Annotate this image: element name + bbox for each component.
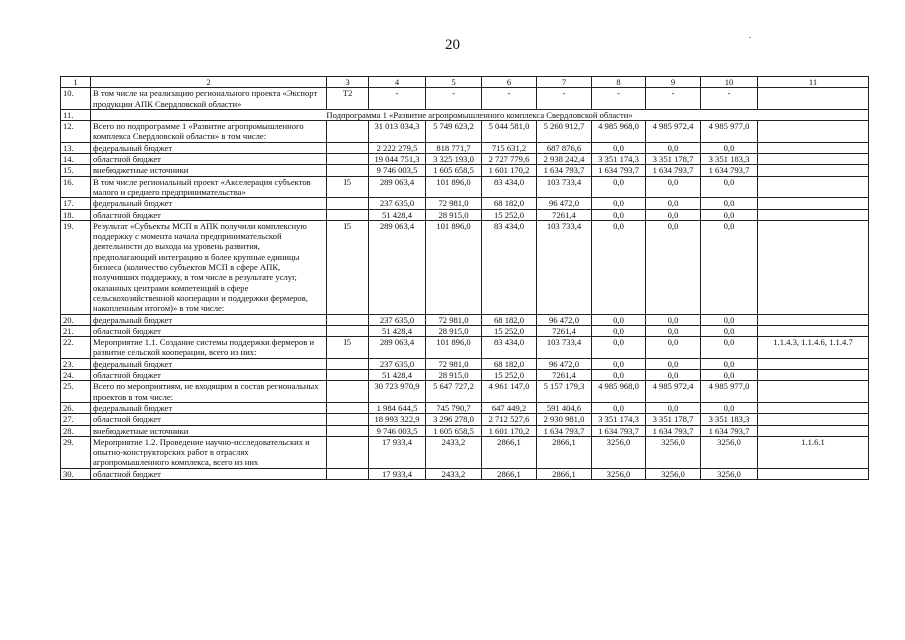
row-number-cell: 14. <box>61 154 91 165</box>
header-cell: 5 <box>426 77 482 88</box>
value-cell: 3 351 183,3 <box>701 154 758 165</box>
value-cell: 5 749 623,2 <box>426 121 482 143</box>
value-cell: 0,0 <box>592 209 646 220</box>
value-cell: 2866,1 <box>482 436 537 468</box>
code-cell: Т2 <box>327 88 369 110</box>
table-row <box>61 88 869 110</box>
value-cell: 1 605 658,5 <box>426 165 482 176</box>
target-ref-cell <box>758 220 869 314</box>
code-cell <box>327 165 369 176</box>
value-cell: 101 896,0 <box>426 176 482 198</box>
value-cell: 1 984 644,5 <box>369 402 426 413</box>
value-cell: 30 723 970,9 <box>369 381 426 403</box>
value-cell: 4 985 972,4 <box>646 121 701 143</box>
item-name-cell: В том числе региональный проект «Акселерация субъектов малого и среднего предпринимательства» <box>91 176 327 198</box>
value-cell: 0,0 <box>646 176 701 198</box>
table-row <box>61 198 869 209</box>
value-cell: 101 896,0 <box>426 337 482 359</box>
value-cell: 96 472,0 <box>537 358 592 369</box>
row-number-cell: 17. <box>61 198 91 209</box>
code-cell <box>327 370 369 381</box>
value-cell: 28 915,0 <box>426 325 482 336</box>
target-ref-cell <box>758 358 869 369</box>
row-number-cell: 16. <box>61 176 91 198</box>
value-cell: 3 296 278,0 <box>426 414 482 425</box>
value-cell: - <box>537 88 592 110</box>
table-row <box>61 337 869 359</box>
value-cell: 0,0 <box>646 142 701 153</box>
value-cell: 1 601 170,2 <box>482 165 537 176</box>
value-cell: 83 434,0 <box>482 176 537 198</box>
row-number-cell: 20. <box>61 314 91 325</box>
row-number-cell: 19. <box>61 220 91 314</box>
value-cell: 2866,1 <box>537 468 592 479</box>
header-cell: 11 <box>758 77 869 88</box>
target-ref-cell <box>758 165 869 176</box>
value-cell: 51 428,4 <box>369 325 426 336</box>
item-name-cell: областной бюджет <box>91 468 327 479</box>
value-cell: 0,0 <box>592 325 646 336</box>
value-cell: - <box>592 88 646 110</box>
item-name-cell: В том числе на реализацию регионального проекта «Экспорт продукции АПК Свердловской области» <box>91 88 327 110</box>
value-cell: 4 961 147,0 <box>482 381 537 403</box>
subprogram-title-cell: Подпрограмма 1 «Развитие агропромышленного комплекса Свердловской области» <box>91 109 869 120</box>
value-cell: 15 252,0 <box>482 325 537 336</box>
value-cell: 0,0 <box>701 198 758 209</box>
value-cell: 1 601 170,2 <box>482 425 537 436</box>
header-cell: 6 <box>482 77 537 88</box>
value-cell: 2 938 242,4 <box>537 154 592 165</box>
value-cell: 3256,0 <box>701 468 758 479</box>
value-cell: 19 044 751,3 <box>369 154 426 165</box>
header-cell: 2 <box>91 77 327 88</box>
value-cell: 1 634 793,7 <box>646 425 701 436</box>
value-cell: 0,0 <box>646 325 701 336</box>
value-cell: 0,0 <box>592 402 646 413</box>
code-cell <box>327 121 369 143</box>
code-cell: I5 <box>327 220 369 314</box>
table-row <box>61 176 869 198</box>
budget-table <box>60 76 869 480</box>
table-row <box>61 425 869 436</box>
value-cell: 2 712 527,6 <box>482 414 537 425</box>
value-cell: 1 605 658,5 <box>426 425 482 436</box>
table-row <box>61 154 869 165</box>
header-cell: 4 <box>369 77 426 88</box>
value-cell: 3 351 183,3 <box>701 414 758 425</box>
target-ref-cell <box>758 402 869 413</box>
value-cell: 51 428,4 <box>369 209 426 220</box>
code-cell <box>327 381 369 403</box>
item-name-cell: областной бюджет <box>91 209 327 220</box>
value-cell: 3 351 178,7 <box>646 414 701 425</box>
row-number-cell: 12. <box>61 121 91 143</box>
value-cell: 3 325 193,0 <box>426 154 482 165</box>
row-number-cell: 24. <box>61 370 91 381</box>
value-cell: 0,0 <box>592 337 646 359</box>
value-cell: 15 252,0 <box>482 209 537 220</box>
value-cell: 5 260 912,7 <box>537 121 592 143</box>
value-cell: 0,0 <box>701 142 758 153</box>
value-cell: 237 635,0 <box>369 198 426 209</box>
row-number-cell: 25. <box>61 381 91 403</box>
value-cell: 68 182,0 <box>482 314 537 325</box>
value-cell: 72 981,0 <box>426 314 482 325</box>
item-name-cell: внебюджетные источники <box>91 165 327 176</box>
row-number-cell: 21. <box>61 325 91 336</box>
header-row <box>61 77 869 88</box>
value-cell: 0,0 <box>646 198 701 209</box>
code-cell <box>327 198 369 209</box>
value-cell: - <box>426 88 482 110</box>
table-row <box>61 209 869 220</box>
item-name-cell: Мероприятие 1.1. Создание системы поддержки фермеров и развитие сельской кооперации, всего из них: <box>91 337 327 359</box>
value-cell: 0,0 <box>646 220 701 314</box>
value-cell: 7261,4 <box>537 325 592 336</box>
code-cell <box>327 425 369 436</box>
value-cell: 3 351 174,3 <box>592 154 646 165</box>
value-cell: 0,0 <box>646 402 701 413</box>
table-row <box>61 381 869 403</box>
value-cell: 4 985 972,4 <box>646 381 701 403</box>
value-cell: 3 351 178,7 <box>646 154 701 165</box>
value-cell: 0,0 <box>701 358 758 369</box>
item-name-cell: федеральный бюджет <box>91 358 327 369</box>
target-ref-cell <box>758 425 869 436</box>
table-row <box>61 220 869 314</box>
value-cell: 237 635,0 <box>369 314 426 325</box>
value-cell: 68 182,0 <box>482 198 537 209</box>
row-number-cell: 23. <box>61 358 91 369</box>
item-name-cell: федеральный бюджет <box>91 314 327 325</box>
value-cell: 2866,1 <box>537 436 592 468</box>
value-cell: - <box>701 88 758 110</box>
value-cell: - <box>646 88 701 110</box>
value-cell: 1 634 793,7 <box>701 165 758 176</box>
value-cell: 1 634 793,7 <box>701 425 758 436</box>
code-cell <box>327 414 369 425</box>
row-number-cell: 28. <box>61 425 91 436</box>
target-ref-cell <box>758 176 869 198</box>
value-cell: 1 634 793,7 <box>646 165 701 176</box>
item-name-cell: внебюджетные источники <box>91 425 327 436</box>
value-cell: 4 985 968,0 <box>592 121 646 143</box>
row-number-cell: 11. <box>61 109 91 120</box>
value-cell: 18 993 322,9 <box>369 414 426 425</box>
code-cell: I5 <box>327 337 369 359</box>
value-cell: 687 876,6 <box>537 142 592 153</box>
value-cell: 647 449,2 <box>482 402 537 413</box>
item-name-cell: областной бюджет <box>91 154 327 165</box>
value-cell: 3256,0 <box>646 468 701 479</box>
table-row <box>61 325 869 336</box>
value-cell: 31 013 034,3 <box>369 121 426 143</box>
value-cell: 0,0 <box>592 220 646 314</box>
header-cell: 9 <box>646 77 701 88</box>
row-number-cell: 10. <box>61 88 91 110</box>
code-cell <box>327 358 369 369</box>
value-cell: 83 434,0 <box>482 337 537 359</box>
target-ref-cell <box>758 414 869 425</box>
value-cell: - <box>369 88 426 110</box>
table-row <box>61 142 869 153</box>
value-cell: 1 634 793,7 <box>592 165 646 176</box>
header-cell: 8 <box>592 77 646 88</box>
row-number-cell: 27. <box>61 414 91 425</box>
value-cell: 289 063,4 <box>369 220 426 314</box>
code-cell <box>327 402 369 413</box>
target-ref-cell <box>758 370 869 381</box>
value-cell: 2866,1 <box>482 468 537 479</box>
code-cell <box>327 325 369 336</box>
value-cell: 96 472,0 <box>537 314 592 325</box>
row-number-cell: 18. <box>61 209 91 220</box>
value-cell: 237 635,0 <box>369 358 426 369</box>
target-ref-cell <box>758 325 869 336</box>
value-cell: 2 222 279,5 <box>369 142 426 153</box>
value-cell: 0,0 <box>646 209 701 220</box>
row-number-cell: 22. <box>61 337 91 359</box>
row-number-cell: 13. <box>61 142 91 153</box>
target-ref-cell <box>758 381 869 403</box>
code-cell: I5 <box>327 176 369 198</box>
code-cell <box>327 314 369 325</box>
value-cell: 103 733,4 <box>537 337 592 359</box>
target-ref-cell <box>758 198 869 209</box>
item-name-cell: Всего по мероприятиям, не входящим в состав региональных проектов в том числе: <box>91 381 327 403</box>
value-cell: 4 985 977,0 <box>701 121 758 143</box>
value-cell: 715 631,2 <box>482 142 537 153</box>
target-ref-cell <box>758 121 869 143</box>
value-cell: 0,0 <box>701 402 758 413</box>
item-name-cell: Результат «Субъекты МСП в АПК получили комплексную поддержку с момента начала предпринимательской деятельности до выхода на уровень развития, предполагающий интеграцию в более крупные единицы бизнеса (количество субъектов МСП в сфере АПК, получивших поддержку, в том числе в результате услуг, оказанных центрами компетенций в сфере сельскохозяйственной кооперации и поддержки фермеров, накопленным итогом)» в том числе: <box>91 220 327 314</box>
value-cell: 7261,4 <box>537 370 592 381</box>
value-cell: 9 746 003,5 <box>369 165 426 176</box>
value-cell: 101 896,0 <box>426 220 482 314</box>
code-cell <box>327 468 369 479</box>
item-name-cell: федеральный бюджет <box>91 402 327 413</box>
target-ref-cell <box>758 154 869 165</box>
table-row <box>61 468 869 479</box>
value-cell: 2 930 981,0 <box>537 414 592 425</box>
code-cell <box>327 142 369 153</box>
value-cell: 0,0 <box>646 358 701 369</box>
value-cell: 72 981,0 <box>426 358 482 369</box>
item-name-cell: областной бюджет <box>91 325 327 336</box>
value-cell: 3256,0 <box>592 468 646 479</box>
value-cell: 0,0 <box>646 314 701 325</box>
target-ref-cell: 1.1.4.3, 1.1.4.6, 1.1.4.7 <box>758 337 869 359</box>
value-cell: 2 727 779,6 <box>482 154 537 165</box>
table-row <box>61 402 869 413</box>
value-cell: 0,0 <box>646 337 701 359</box>
header-cell: 10 <box>701 77 758 88</box>
value-cell: 2433,2 <box>426 436 482 468</box>
value-cell: 289 063,4 <box>369 337 426 359</box>
row-number-cell: 30. <box>61 468 91 479</box>
row-number-cell: 15. <box>61 165 91 176</box>
value-cell: 3256,0 <box>592 436 646 468</box>
table-row <box>61 414 869 425</box>
value-cell: 103 733,4 <box>537 220 592 314</box>
value-cell: 0,0 <box>592 142 646 153</box>
value-cell: 0,0 <box>701 176 758 198</box>
code-cell <box>327 154 369 165</box>
value-cell: 1 634 793,7 <box>592 425 646 436</box>
value-cell: 0,0 <box>701 325 758 336</box>
table-row <box>61 314 869 325</box>
table-row <box>61 370 869 381</box>
item-name-cell: федеральный бюджет <box>91 142 327 153</box>
item-name-cell: областной бюджет <box>91 414 327 425</box>
item-name-cell: областной бюджет <box>91 370 327 381</box>
value-cell: 0,0 <box>592 370 646 381</box>
table-row <box>61 436 869 468</box>
value-cell: 5 044 581,0 <box>482 121 537 143</box>
value-cell: 3256,0 <box>646 436 701 468</box>
item-name-cell: Мероприятие 1.2. Проведение научно-исследовательских и опытно-конструкторских работ в отраслях агропромышленного комплекса, всего из них <box>91 436 327 468</box>
value-cell: 28 915,0 <box>426 209 482 220</box>
header-cell: 1 <box>61 77 91 88</box>
value-cell: 28 915,0 <box>426 370 482 381</box>
value-cell: 4 985 968,0 <box>592 381 646 403</box>
value-cell: 103 733,4 <box>537 176 592 198</box>
scan-speck <box>749 37 751 38</box>
value-cell: 4 985 977,0 <box>701 381 758 403</box>
table-row <box>61 165 869 176</box>
value-cell: 83 434,0 <box>482 220 537 314</box>
value-cell: 0,0 <box>701 337 758 359</box>
value-cell: 3256,0 <box>701 436 758 468</box>
value-cell: 2433,2 <box>426 468 482 479</box>
code-cell <box>327 436 369 468</box>
value-cell: 1 634 793,7 <box>537 425 592 436</box>
code-cell <box>327 209 369 220</box>
item-name-cell: федеральный бюджет <box>91 198 327 209</box>
value-cell: 68 182,0 <box>482 358 537 369</box>
value-cell: 0,0 <box>701 220 758 314</box>
target-ref-cell <box>758 88 869 110</box>
value-cell: 5 647 727,2 <box>426 381 482 403</box>
row-number-cell: 29. <box>61 436 91 468</box>
header-cell: 7 <box>537 77 592 88</box>
value-cell: 0,0 <box>701 370 758 381</box>
value-cell: 591 404,6 <box>537 402 592 413</box>
value-cell: 15 252,0 <box>482 370 537 381</box>
value-cell: 96 472,0 <box>537 198 592 209</box>
target-ref-cell <box>758 314 869 325</box>
value-cell: 1 634 793,7 <box>537 165 592 176</box>
value-cell: 289 063,4 <box>369 176 426 198</box>
value-cell: 0,0 <box>646 370 701 381</box>
value-cell: 3 351 174,3 <box>592 414 646 425</box>
item-name-cell: Всего по подпрограмме 1 «Развитие агропромышленного комплекса Свердловской области» в том числе: <box>91 121 327 143</box>
value-cell: 0,0 <box>592 358 646 369</box>
value-cell: 745 790,7 <box>426 402 482 413</box>
header-cell: 3 <box>327 77 369 88</box>
value-cell: 0,0 <box>592 314 646 325</box>
value-cell: 17 933,4 <box>369 436 426 468</box>
value-cell: 5 157 179,3 <box>537 381 592 403</box>
value-cell: 818 771,7 <box>426 142 482 153</box>
value-cell: 0,0 <box>592 176 646 198</box>
value-cell: 72 981,0 <box>426 198 482 209</box>
target-ref-cell <box>758 468 869 479</box>
target-ref-cell <box>758 209 869 220</box>
value-cell: - <box>482 88 537 110</box>
value-cell: 0,0 <box>701 209 758 220</box>
value-cell: 0,0 <box>701 314 758 325</box>
table-row <box>61 358 869 369</box>
table-row <box>61 109 869 120</box>
table-row <box>61 121 869 143</box>
value-cell: 51 428,4 <box>369 370 426 381</box>
value-cell: 0,0 <box>592 198 646 209</box>
value-cell: 7261,4 <box>537 209 592 220</box>
target-ref-cell <box>758 142 869 153</box>
value-cell: 17 933,4 <box>369 468 426 479</box>
value-cell: 9 746 003,5 <box>369 425 426 436</box>
row-number-cell: 26. <box>61 402 91 413</box>
page-number: 20 <box>445 37 460 53</box>
target-ref-cell: 1.1.6.1 <box>758 436 869 468</box>
